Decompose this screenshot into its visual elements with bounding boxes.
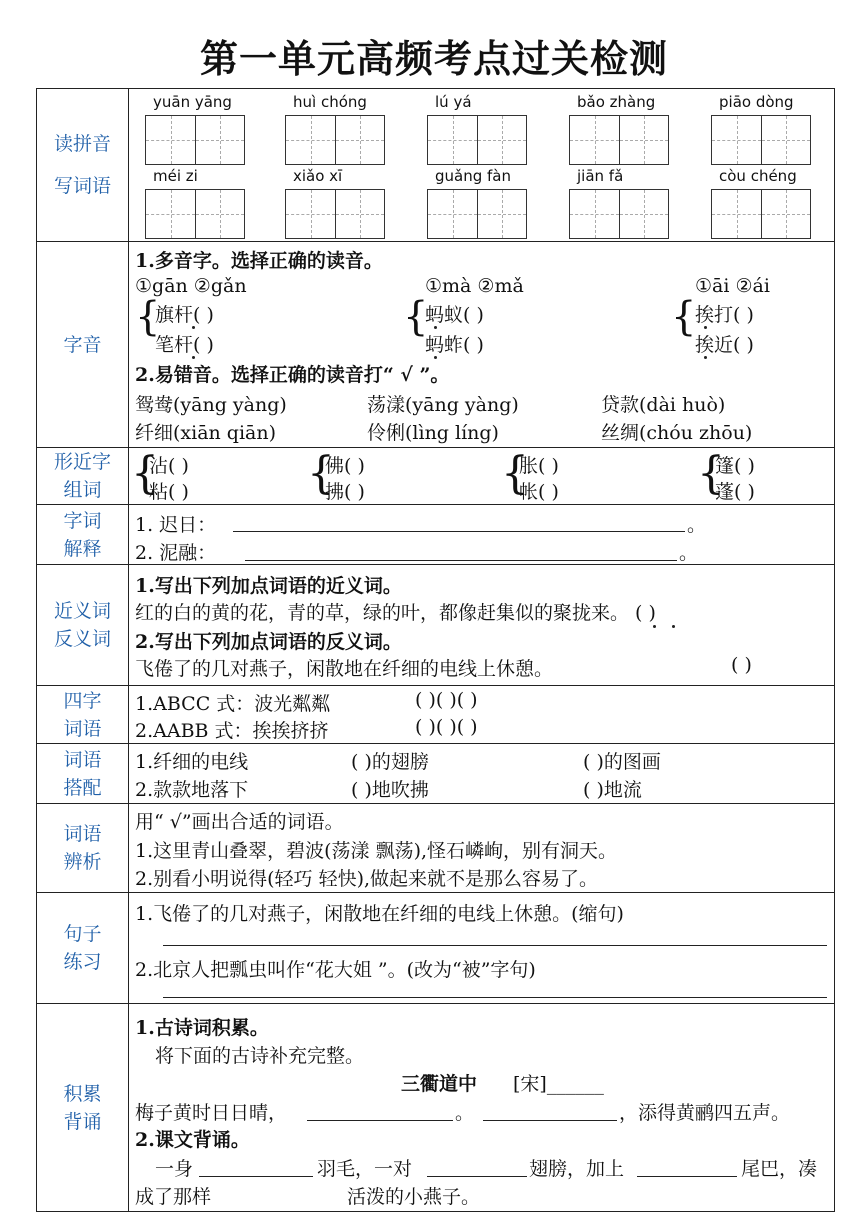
emphasis-dot bbox=[653, 625, 656, 628]
emphasis-dot bbox=[672, 625, 675, 628]
grid-cell[interactable] bbox=[335, 116, 384, 164]
pinyin-prompt: méi zi bbox=[153, 167, 198, 185]
grid-cell[interactable] bbox=[761, 190, 810, 238]
emphasis-dot bbox=[704, 356, 707, 359]
label-pinyin: 读拼音 写词语 bbox=[37, 89, 129, 241]
writing-grid[interactable] bbox=[711, 115, 811, 165]
sizi-answer-1[interactable]: ( )( )( ) bbox=[415, 689, 478, 711]
dapei-item-1b[interactable]: ( )的翅膀 bbox=[351, 751, 429, 773]
answer-line[interactable] bbox=[427, 1176, 527, 1177]
bianxi-intro: 用“ √”画出合适的词语。 bbox=[135, 811, 344, 833]
emphasis-dot bbox=[434, 326, 437, 329]
xingjin-a2[interactable]: 粘( ) bbox=[149, 481, 189, 503]
poem-end: ，添得黄鹂四五声。 bbox=[619, 1102, 791, 1124]
grid-cell[interactable] bbox=[286, 116, 335, 164]
xingjin-b2[interactable]: 拂( ) bbox=[325, 481, 365, 503]
recite-t5: 成了那样 bbox=[135, 1186, 212, 1208]
page-title: 第一单元高频考点过关检测 bbox=[199, 37, 668, 81]
ziyin-g1-b[interactable]: 笔杆( ) bbox=[155, 334, 214, 356]
dapei-item-1c[interactable]: ( )的图画 bbox=[583, 751, 661, 773]
row-ziyin bbox=[37, 242, 834, 448]
row-jilei bbox=[37, 1004, 834, 1211]
emphasis-dot bbox=[192, 356, 195, 359]
ciyi-item-2: 2. 泥融： bbox=[135, 542, 217, 564]
grid-cell[interactable] bbox=[619, 190, 668, 238]
writing-grid[interactable] bbox=[569, 189, 669, 239]
jilei-q1-sub: 将下面的古诗补充完整。 bbox=[155, 1045, 365, 1067]
grid-cell[interactable] bbox=[619, 116, 668, 164]
ziyin-g2-b[interactable]: 蚂蚱( ) bbox=[425, 334, 484, 356]
jinfan-q1: 1.写出下列加点词语的近义词。 bbox=[135, 575, 402, 597]
label-jilei: 积累 背诵 bbox=[37, 1004, 129, 1211]
emphasis-dot bbox=[192, 326, 195, 329]
sizi-item-2: 2.AABB 式：挨挨挤挤 bbox=[135, 720, 329, 742]
juzi-item-1: 1.飞倦了的几对燕子，闲散地在纤细的电线上休憩。(缩句) bbox=[135, 903, 624, 925]
answer-line[interactable] bbox=[163, 945, 827, 946]
ziyin-g2-a[interactable]: 蚂蚁( ) bbox=[425, 304, 484, 326]
bianxi-item-2[interactable]: 2.别看小明说得(轻巧 轻快),做起来就不是那么容易了。 bbox=[135, 868, 599, 890]
label-ciyi: 字词 解释 bbox=[37, 505, 129, 564]
row-pinyin bbox=[37, 89, 834, 242]
pinyin-prompt: huì chóng bbox=[293, 93, 367, 111]
row-dapei bbox=[37, 744, 834, 804]
pinyin-prompt: piāo dòng bbox=[719, 93, 794, 111]
ziyin-w1[interactable]: 鸳鸯(yāng yàng) bbox=[135, 394, 287, 416]
ciyi-end-2: 。 bbox=[679, 542, 699, 564]
answer-line[interactable] bbox=[483, 1120, 617, 1121]
worksheet-table bbox=[36, 88, 835, 1212]
grid-cell[interactable] bbox=[428, 190, 477, 238]
writing-grid[interactable] bbox=[145, 189, 245, 239]
pinyin-area bbox=[129, 89, 834, 241]
pinyin-prompt: còu chéng bbox=[719, 167, 797, 185]
brace: { bbox=[697, 448, 725, 499]
label-dapei: 词语 搭配 bbox=[37, 744, 129, 803]
pinyin-prompt: bǎo zhàng bbox=[577, 93, 656, 111]
answer-line[interactable] bbox=[199, 1176, 313, 1177]
xingjin-c2[interactable]: 帐( ) bbox=[519, 481, 559, 503]
ciyi-end-1: 。 bbox=[687, 514, 707, 536]
row-xingjin bbox=[37, 448, 834, 505]
ziyin-g1-options: ①gān ②gǎn bbox=[135, 275, 247, 297]
jinfan-s2: 飞倦了的几对燕子，闲散地在纤细的电线上休憩。 bbox=[135, 658, 554, 680]
row-ciyi bbox=[37, 505, 834, 565]
ziyin-w3[interactable]: 贷款(dài huò) bbox=[601, 394, 726, 416]
xingjin-b1[interactable]: 佛( ) bbox=[325, 455, 365, 477]
bianxi-item-1[interactable]: 1.这里青山叠翠，碧波(荡漾 飘荡),怪石嶙峋，别有洞天。 bbox=[135, 840, 618, 862]
juzi-item-2: 2.北京人把瓢虫叫作“花大姐 ”。(改为“被”字句) bbox=[135, 959, 536, 981]
writing-grid[interactable] bbox=[427, 189, 527, 239]
writing-grid[interactable] bbox=[285, 115, 385, 165]
answer-line[interactable] bbox=[637, 1176, 737, 1177]
emphasis-dot bbox=[434, 356, 437, 359]
recite-t6: 活泼的小燕子。 bbox=[347, 1186, 481, 1208]
brace: { bbox=[671, 294, 697, 340]
label-juzi: 句子 练习 bbox=[37, 893, 129, 1003]
xingjin-d1[interactable]: 篷( ) bbox=[715, 455, 755, 477]
grid-cell[interactable] bbox=[570, 116, 619, 164]
brace: { bbox=[135, 294, 161, 340]
ziyin-q2: 2.易错音。选择正确的读音打“ √ ”。 bbox=[135, 364, 450, 386]
jinfan-s2-answer[interactable]: ( ) bbox=[731, 654, 752, 676]
brace: { bbox=[403, 294, 429, 340]
ziyin-g3-options: ①āi ②ái bbox=[695, 275, 770, 297]
brace: { bbox=[131, 448, 159, 499]
jilei-q1: 1.古诗词积累。 bbox=[135, 1017, 269, 1039]
grid-cell[interactable] bbox=[286, 190, 335, 238]
ziyin-g1-a[interactable]: 旗杆( ) bbox=[155, 304, 214, 326]
label-xingjin: 形近字 组词 bbox=[37, 448, 129, 504]
ziyin-w6[interactable]: 丝绸(chóu zhōu) bbox=[601, 422, 753, 444]
recite-t1: 一身 bbox=[155, 1158, 194, 1180]
brace: { bbox=[307, 448, 335, 499]
grid-cell[interactable] bbox=[146, 116, 195, 164]
answer-line[interactable] bbox=[163, 997, 827, 998]
poem-title: 三衢道中 bbox=[401, 1073, 478, 1095]
sizi-item-1: 1.ABCC 式：波光粼粼 bbox=[135, 693, 331, 715]
ziyin-g3-b[interactable]: 挨近( ) bbox=[695, 334, 754, 356]
row-jinfan bbox=[37, 565, 834, 686]
recite-t4: 尾巴，凑 bbox=[741, 1158, 818, 1180]
grid-cell[interactable] bbox=[477, 116, 526, 164]
answer-line[interactable] bbox=[307, 1120, 453, 1121]
grid-cell[interactable] bbox=[570, 190, 619, 238]
jilei-q2: 2.课文背诵。 bbox=[135, 1129, 250, 1151]
writing-grid[interactable] bbox=[569, 115, 669, 165]
writing-grid[interactable] bbox=[285, 189, 385, 239]
row-juzi bbox=[37, 893, 834, 1004]
row-sizi bbox=[37, 686, 834, 744]
ziyin-w4[interactable]: 纤细(xiān qiān) bbox=[135, 422, 277, 444]
label-sizi: 四字 词语 bbox=[37, 686, 129, 743]
grid-cell[interactable] bbox=[195, 190, 244, 238]
jinfan-s1[interactable]: 红的白的黄的花，青的草，绿的叶，都像赶集似的聚拢来。 ( ) bbox=[135, 602, 656, 624]
poem-line-1: 梅子黄时日日晴， bbox=[135, 1102, 288, 1124]
answer-line[interactable] bbox=[245, 560, 677, 561]
ciyi-item-1: 1. 迟日： bbox=[135, 514, 217, 536]
xingjin-d2[interactable]: 蓬( ) bbox=[715, 481, 755, 503]
writing-grid[interactable] bbox=[145, 115, 245, 165]
sizi-answer-2[interactable]: ( )( )( ) bbox=[415, 716, 478, 738]
poem-author[interactable]: [宋]______ bbox=[513, 1073, 604, 1095]
brace: { bbox=[501, 448, 529, 499]
label-jinfan: 近义词 反义词 bbox=[37, 565, 129, 685]
pinyin-prompt: jiān fǎ bbox=[577, 167, 624, 185]
grid-cell[interactable] bbox=[712, 116, 761, 164]
ziyin-g3-a[interactable]: 挨打( ) bbox=[695, 304, 754, 326]
grid-cell[interactable] bbox=[761, 116, 810, 164]
dapei-item-2c[interactable]: ( )地流 bbox=[583, 779, 642, 801]
pinyin-prompt: guǎng fàn bbox=[435, 167, 511, 185]
xingjin-a1[interactable]: 沾( ) bbox=[149, 455, 189, 477]
pinyin-prompt: lú yá bbox=[435, 93, 472, 111]
xingjin-c1[interactable]: 胀( ) bbox=[519, 455, 559, 477]
pinyin-prompt: yuān yāng bbox=[153, 93, 232, 111]
grid-cell[interactable] bbox=[335, 190, 384, 238]
writing-grid[interactable] bbox=[427, 115, 527, 165]
answer-line[interactable] bbox=[233, 531, 685, 532]
ziyin-w2[interactable]: 荡漾(yāng yàng) bbox=[367, 394, 519, 416]
pinyin-prompt: xiǎo xī bbox=[293, 167, 343, 185]
grid-cell[interactable] bbox=[428, 116, 477, 164]
writing-grid[interactable] bbox=[711, 189, 811, 239]
grid-cell[interactable] bbox=[195, 116, 244, 164]
ziyin-w5[interactable]: 伶俐(lìng líng) bbox=[367, 422, 499, 444]
grid-cell[interactable] bbox=[477, 190, 526, 238]
dapei-item-1: 1.纤细的电线 bbox=[135, 751, 249, 773]
label-bianxi: 词语 辨析 bbox=[37, 804, 129, 892]
dapei-item-2: 2.款款地落下 bbox=[135, 779, 249, 801]
dapei-item-2b[interactable]: ( )地吹拂 bbox=[351, 779, 429, 801]
grid-cell[interactable] bbox=[146, 190, 195, 238]
grid-cell[interactable] bbox=[712, 190, 761, 238]
recite-t2: 羽毛，一对 bbox=[317, 1158, 413, 1180]
jinfan-q2: 2.写出下列加点词语的反义词。 bbox=[135, 631, 402, 653]
ziyin-q1: 1.多音字。选择正确的读音。 bbox=[135, 250, 383, 272]
label-ziyin: 字音 bbox=[37, 242, 129, 447]
row-bianxi bbox=[37, 804, 834, 893]
ziyin-g2-options: ①mà ②mǎ bbox=[425, 275, 524, 297]
poem-mid: 。 bbox=[455, 1102, 475, 1124]
emphasis-dot bbox=[704, 326, 707, 329]
recite-t3: 翅膀，加上 bbox=[529, 1158, 625, 1180]
